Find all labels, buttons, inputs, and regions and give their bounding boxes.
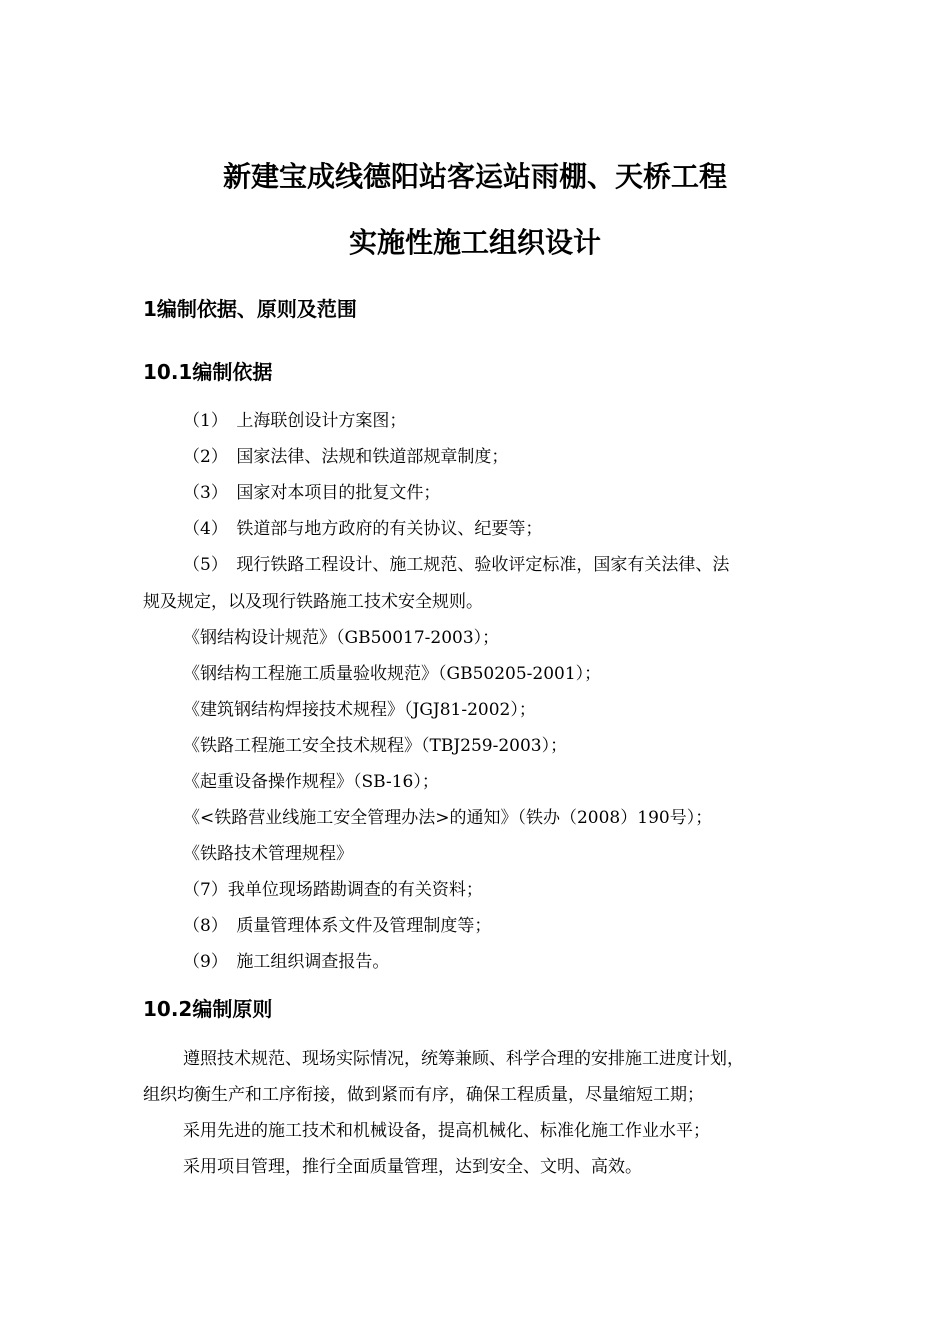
basis-item-4: （4） 铁道部与地方政府的有关协议、纪要等； xyxy=(183,519,543,539)
section-10-1-heading: 10.1编制依据 xyxy=(143,360,273,384)
basis-item-8: （8） 质量管理体系文件及管理制度等； xyxy=(183,916,492,936)
standard-railway-technical-rules: 《铁路技术管理规程》 xyxy=(183,844,353,864)
basis-item-7: （7）我单位现场踏勘调查的有关资料； xyxy=(183,880,483,900)
standard-steel-acceptance-code: 《钢结构工程施工质量验收规范》（GB50205-2001）； xyxy=(183,664,602,684)
basis-item-5: （5） 现行铁路工程设计、施工规范、验收评定标准，国家有关法律、法 xyxy=(183,555,730,575)
principle-paragraph-3: 采用项目管理，推行全面质量管理，达到安全、文明、高效。 xyxy=(183,1157,642,1177)
document-title-line-1: 新建宝成线德阳站客运站雨棚、天桥工程 xyxy=(222,160,727,193)
standard-welding-code: 《建筑钢结构焊接技术规程》（JGJ81-2002）； xyxy=(183,700,536,720)
section-10-2-heading: 10.2编制原则 xyxy=(143,997,273,1021)
principle-paragraph-2: 采用先进的施工技术和机械设备，提高机械化、标准化施工作业水平； xyxy=(183,1121,710,1141)
basis-item-2: （2） 国家法律、法规和铁道部规章制度； xyxy=(183,447,509,467)
principle-paragraph-1-line-1: 遵照技术规范、现场实际情况，统筹兼顾、科学合理的安排施工进度计划， xyxy=(183,1049,744,1069)
basis-item-9: （9） 施工组织调查报告。 xyxy=(183,952,390,972)
section-1-heading: 1编制依据、原则及范围 xyxy=(143,297,357,321)
document-title-line-2: 实施性施工组织设计 xyxy=(348,226,601,259)
standard-steel-design-code: 《钢结构设计规范》（GB50017-2003）； xyxy=(183,628,500,648)
basis-item-3: （3） 国家对本项目的批复文件； xyxy=(183,483,441,503)
basis-item-1: （1） 上海联创设计方案图； xyxy=(183,411,407,431)
principle-paragraph-1-line-2: 组织均衡生产和工序衔接，做到紧而有序，确保工程质量，尽量缩短工期； xyxy=(143,1085,704,1105)
standard-lifting-code: 《起重设备操作规程》（SB-16）； xyxy=(183,772,439,792)
standard-railway-safety-code: 《铁路工程施工安全技术规程》（TBJ259-2003）； xyxy=(183,736,568,756)
standard-operating-line-notice: 《<铁路营业线施工安全管理办法>的通知》（铁办（2008）190号）； xyxy=(183,808,713,828)
basis-item-5-continued: 规及规定，以及现行铁路施工技术安全规则。 xyxy=(143,592,483,612)
